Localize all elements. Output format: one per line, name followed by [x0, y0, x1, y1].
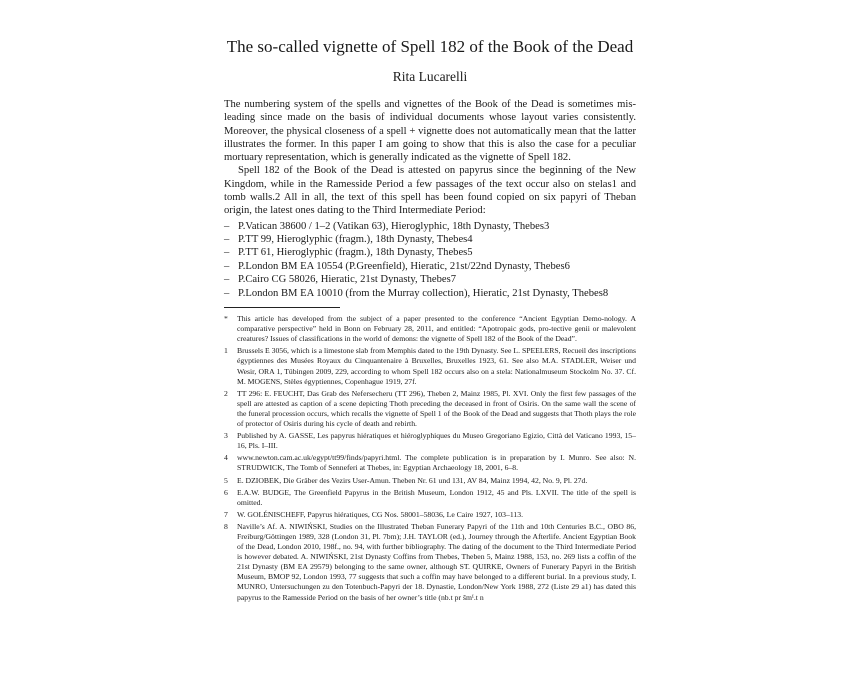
footnote-text: E. DZIOBEK, Die Gräber des Vezirs User-Amun. Theben Nr. 61 und 131, AV 84, Mainz 1994, 42, No. 9, Pl. 27d. [237, 475, 588, 485]
author-name: Rita Lucarelli [392, 69, 468, 84]
footnote-marker: 3 [224, 431, 228, 441]
dash-bullet: – [224, 274, 230, 286]
dash-bullet: – [224, 220, 230, 232]
dash-bullet: – [224, 287, 230, 299]
list-item [224, 260, 636, 273]
list-item-text: P.TT 99, Hieroglyphic (fragm.), 18th Dynasty, Thebes4 [238, 234, 473, 246]
paragraph-text: Spell 182 of the Book of the Dead is attested on papyrus since the beginning of the New Kingdom, while in the Ramesside Period a few passages of the text occur also on stelas1 and tomb walls.2 All in all, the text of this spell has been found copied on six papyri of Theban origin, the latest ones dating to the Third Intermediate Period: [224, 165, 636, 217]
footnote-text: TT 296: E. FEUCHT, Das Grab des Nefersecheru (TT 296), Theben 2, Mainz 1985, Pl. XVI. Only the first few passages of the spell are attested as caption of a scene depicting Thoth preceding the deceased in front of Osiris. On the same wall the scene of the funeral procession occurs, which recalls the vignette of Spell 1 of the Book of the Dead and suggests that Thoth plays the role of protector of Osiris during his cycle of death and rebirth. [237, 388, 636, 429]
papyri-list [224, 220, 636, 300]
footnote [224, 476, 636, 486]
main-text [224, 98, 636, 607]
footnote [224, 346, 636, 386]
footnote-text: Naville’s Af. A. NIWIŃSKI, Studies on the Illustrated Theban Funerary Papyri of the 11th and 10th Centuries B.C., OBO 86, Freiburg/Göttingen 1989, 328 (London 31, Pl. 7bm); J.H. TAYLOR (ed.), Journey through the Afterlife. Ancient Egyptian Book of the Dead, London 2010, 198f., no. 94, with further bibliography. The dating of the document to the Third Intermediate Period is however debated. A. NIWIŃSKI, 21st Dynasty Coffins from Thebes, Theben 5, Mainz 1988, 153, no. 269 lists a coffin of the 21st Dynasty (BM EA 29579) belonging to the same owner, although ST. QUIRKE, Owners of Funerary Papyri in the British Museum, BMOP 92, London 1993, 77 suggests that such a coffin may have belonged to a different burial. In a previous study, I. MUNRO, Untersuchungen zu den Totenbuch-Papyri der 18. Dynastie, London/New York 1988, 272 (Liste 29 a1) has dated this papyrus to the Ramesside Period on the basis of her owner’s title (nb.t pr šmˁ.t n [237, 521, 636, 602]
footnote [224, 488, 636, 508]
paragraph-spell [224, 164, 636, 217]
list-item [224, 220, 636, 233]
footnote-marker: 4 [224, 453, 228, 463]
list-item-text: P.TT 61, Hieroglyphic (fragm.), 18th Dynasty, Thebes5 [238, 247, 473, 259]
list-item-text: P.Vatican 38600 / 1–2 (Vatikan 63), Hieroglyphic, 18th Dynasty, Thebes3 [238, 220, 550, 232]
dash-bullet: – [224, 234, 230, 246]
footnote-text: Brussels E 3056, which is a limestone slab from Memphis dated to the 19th Dynasty. See L. SPEELERS, Recueil des inscriptions égyptiennes des Musées Royaux du Cinquantenaire à Bruxelles, Bruxelles 1923, 61. See also M.A. STADLER, Weiser und Wesir, ORA 1, Tübingen 2009, 229, according to whom Spell 182 occurs also on a stela: Nationalmuseum Stockolm No. 37. Cf. M. MOGENS, Stèles égyptiennes, Copenhague 1919, 27f. [237, 346, 636, 386]
list-item [224, 246, 636, 259]
footnote-marker: 7 [224, 509, 228, 519]
dash-bullet: – [224, 247, 230, 259]
paper-title: The so-called vignette of Spell 182 of the Book of the Dead [226, 37, 634, 56]
footnote-text: Published by A. GASSE, Les papyrus hiératiques et hiéroglyphiques du Museo Gregoriano Egizio, Città del Vaticano 1993, 15–16, Pls. I–III. [237, 431, 636, 451]
dash-bullet: – [224, 260, 230, 272]
footnote [224, 431, 636, 451]
footnote-text: W. GOLÉNISCHEFF, Papyrus hiératiques, CG Nos. 58001–58036, Le Caire 1927, 103–113. [237, 509, 524, 519]
footnote-marker: 5 [224, 475, 228, 485]
footnote-text: E.A.W. BUDGE, The Greenfield Papyrus in the British Museum, London 1912, 45 and Pls. LXVII. The title of the spell is omitted. [237, 487, 636, 507]
footnote-marker: 2 [224, 388, 228, 398]
footnote-text: www.newton.cam.ac.uk/egypt/tt99/finds/papyri.html. The complete publication is in preparation by I. Munro. See also: N. STRUDWICK, The Tomb of Senneferi at Thebes, in: Egyptian Archaeology 18, 2001, 6–8. [237, 453, 636, 473]
footnote [224, 453, 636, 473]
footnote [224, 314, 636, 344]
footnote [224, 510, 636, 520]
footnote-marker: 8 [224, 521, 228, 531]
footnote-divider [224, 307, 340, 308]
footnote [224, 389, 636, 429]
list-item [224, 287, 636, 300]
footnote-marker: * [224, 314, 228, 324]
footnote-marker: 1 [224, 346, 228, 356]
list-item [224, 233, 636, 246]
paragraph-text: The numbering system of the spells and vignettes of the Book of the Dead is sometimes mis-leading since made on the basis of individual documents whose layout varies consistently. Moreover, the physical closeness of a spell + vignette does not automatically mean that the latter illustrates the former. In this paper I am going to show that this is also the case for a peculiar mortuary representation, which is generally indicated as the vignette of Spell 182. [224, 99, 636, 164]
footnotes [224, 314, 636, 605]
list-item-text: P.London BM EA 10554 (P.Greenfield), Hieratic, 21st/22nd Dynasty, Thebes6 [238, 260, 570, 272]
list-item-text: P.London BM EA 10010 (from the Murray collection), Hieratic, 21st Dynasty, Thebes8 [238, 287, 609, 299]
paragraph-intro [224, 98, 636, 164]
list-item [224, 273, 636, 286]
list-item-text: P.Cairo CG 58026, Hieratic, 21st Dynasty, Thebes7 [238, 274, 457, 286]
footnote [224, 522, 636, 603]
footnote-marker: 6 [224, 487, 228, 497]
footnote-text: This article has developed from the subject of a paper presented to the conference “Ancient Egyptian Demo-nology. A comparative perspective” held in Bonn on February 28, 2011, and entitled: “Apotropaic gods, pro-tective genii or malevolent creatures? Issues of classifications in the world of demons: the vignette of Spell 182 of the Book of the Dead”. [237, 314, 636, 344]
